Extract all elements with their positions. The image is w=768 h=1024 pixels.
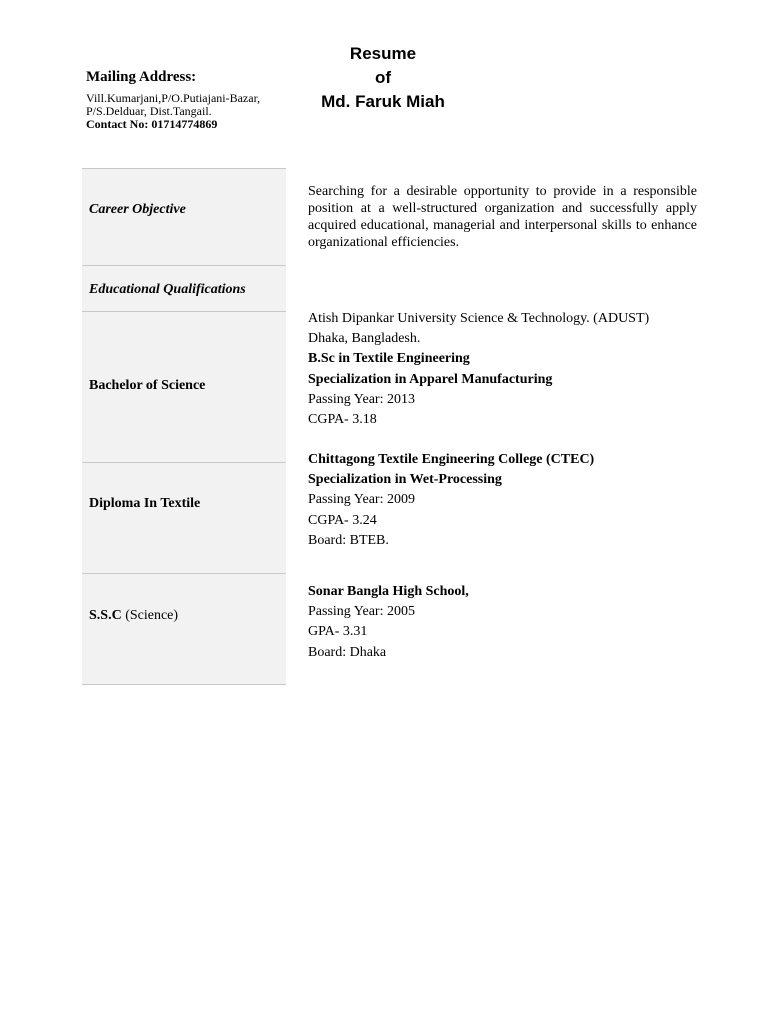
ssc-school: Sonar Bangla High School, (308, 584, 469, 599)
bsc-degree: B.Sc in Textile Engineering (308, 351, 470, 367)
bachelor-label: Bachelor of Science (89, 378, 206, 393)
ssc-gpa: GPA- 3.31 (308, 624, 368, 640)
ssc-label-rest: (Science) (121, 608, 179, 623)
ssc-passing-year: Passing Year: 2005 (308, 604, 415, 620)
diploma-board: Board: BTEB. (308, 532, 389, 548)
bsc-specialization: Specialization in Apparel Manufacturing (308, 371, 553, 387)
ssc-board: Board: Dhaka (308, 644, 387, 660)
ssc-label (89, 608, 178, 624)
title-line-of: of (374, 68, 392, 87)
mailing-address (86, 92, 286, 131)
bsc-location: Dhaka, Bangladesh. (308, 331, 421, 347)
ssc-cell (82, 574, 286, 685)
ssc-label-bold: S.S.C (89, 608, 122, 623)
address-line-1: Vill.Kumarjani,P/O.Putiajani-Bazar, (86, 91, 261, 105)
bsc-details (308, 309, 708, 430)
bsc-cgpa: CGPA- 3.18 (308, 412, 377, 428)
contact-number: Contact No: 01714774869 (86, 117, 218, 131)
educational-qualifications-label: Educational Qualifications (89, 282, 246, 297)
mailing-address-heading: Mailing Address: (86, 69, 197, 85)
diploma-passing-year: Passing Year: 2009 (308, 492, 415, 508)
career-objective-label: Career Objective (89, 202, 186, 217)
diploma-label: Diploma In Textile (89, 496, 201, 511)
career-objective-text: Searching for a desirable opportunity to provide in a responsible position at a well-structured organization and successfully apply acquired educational, managerial and interpersonal skills to enhance organizational efficiencies. (308, 184, 697, 250)
title-line-resume: Resume (349, 44, 417, 63)
diploma-college: Chittagong Textile Engineering College (CTEC) (308, 452, 595, 467)
bachelor-cell (82, 312, 286, 463)
diploma-details (308, 450, 708, 551)
diploma-cell (82, 463, 286, 574)
educational-qualifications-cell (82, 266, 286, 312)
career-objective-cell (82, 168, 286, 266)
resume-title (290, 42, 476, 114)
diploma-specialization: Specialization in Wet-Processing (308, 472, 502, 488)
bsc-passing-year: Passing Year: 2013 (308, 391, 415, 407)
candidate-name: Md. Faruk Miah (321, 92, 445, 111)
bsc-university: Atish Dipankar University Science & Technology. (ADUST) (308, 311, 650, 326)
address-line-2: P/S.Delduar, Dist.Tangail. (86, 104, 212, 118)
ssc-details (308, 582, 708, 663)
diploma-cgpa: CGPA- 3.24 (308, 512, 377, 528)
